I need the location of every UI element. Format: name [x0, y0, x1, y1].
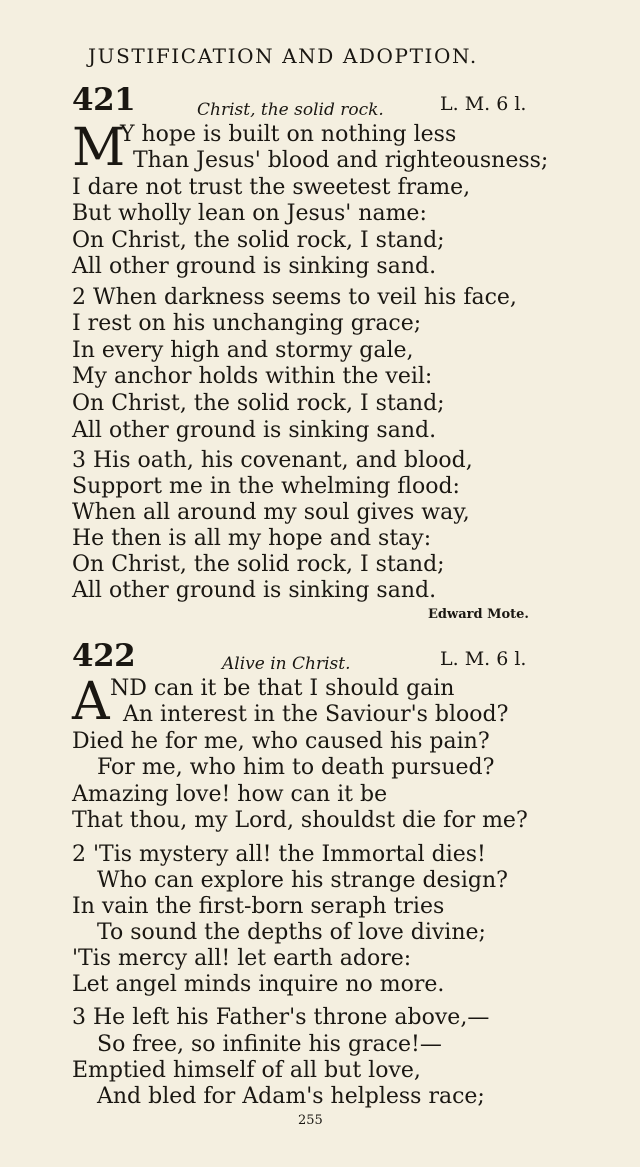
- verse-line: Emptied himself of all but love,: [72, 1058, 421, 1083]
- hymn-number: 421: [72, 82, 136, 118]
- verse-line: I dare not trust the sweetest frame,: [72, 175, 471, 200]
- verse-line: And bled for Adam's helpless race;: [97, 1084, 485, 1109]
- verse-line: But wholly lean on Jesus' name:: [72, 201, 427, 226]
- verse-line: My anchor holds within the veil:: [72, 364, 433, 389]
- page-number: 255: [298, 1113, 323, 1128]
- verse-line: Than Jesus' blood and righteousness;: [133, 148, 549, 173]
- verse-line: All other ground is sinking sand.: [72, 418, 437, 443]
- drop-cap: M: [72, 118, 126, 178]
- verse-line: On Christ, the solid rock, I stand;: [72, 552, 445, 577]
- verse-line: He then is all my hope and stay:: [72, 526, 432, 551]
- verse-line: All other ground is sinking sand.: [72, 578, 437, 603]
- verse-line: 'Tis mercy all! let earth adore:: [72, 946, 412, 971]
- verse-line: I rest on his unchanging grace;: [72, 311, 422, 336]
- verse-line: On Christ, the solid rock, I stand;: [72, 228, 445, 253]
- verse-line: 2 When darkness seems to veil his face,: [72, 285, 517, 310]
- author-credit: Edward Mote.: [428, 607, 529, 622]
- verse-line: 2 'Tis mystery all! the Immortal dies!: [72, 842, 486, 867]
- hymn-title: Christ, the solid rock.: [197, 100, 384, 120]
- verse-line: Amazing love! how can it be: [72, 782, 388, 807]
- verse-line: ND can it be that I should gain: [110, 676, 455, 701]
- verse-line: An interest in the Saviour's blood?: [123, 702, 509, 727]
- verse-line: Let angel minds inquire no more.: [72, 972, 445, 997]
- running-header: JUSTIFICATION AND ADOPTION.: [88, 44, 478, 68]
- hymn-meter: L. M. 6 l.: [440, 93, 527, 115]
- verse-line: When all around my soul gives way,: [72, 500, 470, 525]
- verse-line: Y hope is built on nothing less: [120, 122, 457, 147]
- verse-line: To sound the depths of love divine;: [97, 920, 486, 945]
- hymn-meter: L. M. 6 l.: [440, 648, 527, 670]
- verse-line: Support me in the whelming flood:: [72, 474, 460, 499]
- verse-line: 3 He left his Father's throne above,—: [72, 1005, 490, 1030]
- verse-line: Died he for me, who caused his pain?: [72, 729, 490, 754]
- verse-line: For me, who him to death pursued?: [97, 755, 495, 780]
- verse-line: In vain the first-born seraph tries: [72, 894, 445, 919]
- verse-line: So free, so infinite his grace!—: [97, 1032, 442, 1057]
- verse-line: In every high and stormy gale,: [72, 338, 414, 363]
- hymn-number: 422: [72, 638, 136, 674]
- verse-line: On Christ, the solid rock, I stand;: [72, 391, 445, 416]
- verse-line: That thou, my Lord, shouldst die for me?: [72, 808, 528, 833]
- verse-line: All other ground is sinking sand.: [72, 254, 437, 279]
- verse-line: Who can explore his strange design?: [97, 868, 508, 893]
- verse-line: 3 His oath, his covenant, and blood,: [72, 448, 473, 473]
- drop-cap: A: [72, 672, 110, 732]
- hymn-title: Alive in Christ.: [222, 654, 351, 674]
